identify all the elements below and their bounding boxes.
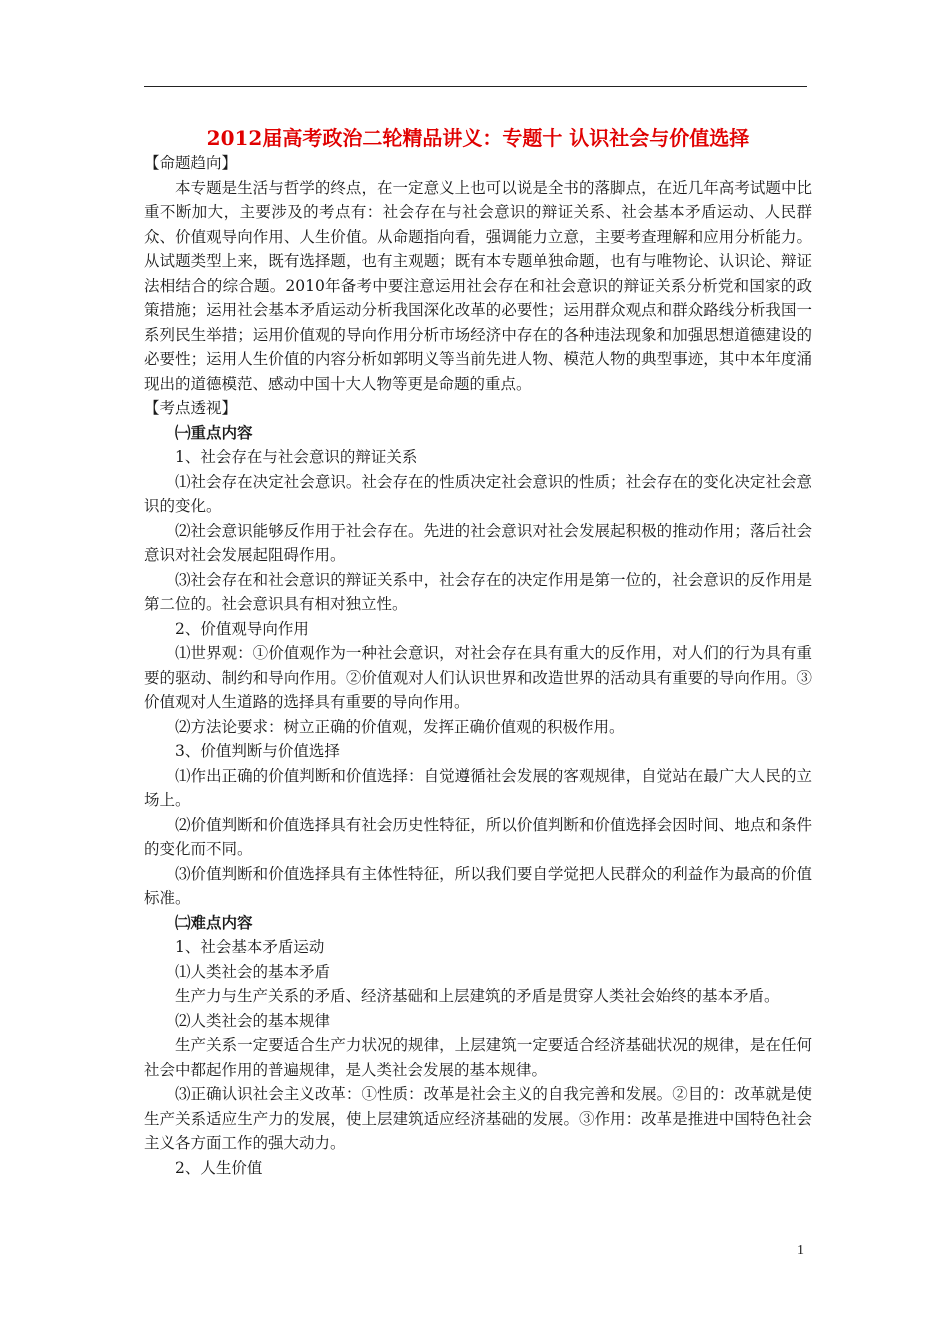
n1-heading: 1、社会基本矛盾运动 <box>175 938 325 956</box>
document-title: 2012届高考政治二轮精品讲义：专题十 认识社会与价值选择 <box>206 126 750 150</box>
z3-item-3: ⑶价值判断和价值选择具有主体性特征，所以我们要自学觉把人民群众的利益作为最高的价值标准。 <box>144 864 812 907</box>
section-label-mingti: 【命题趋向】 <box>144 154 238 172</box>
mingti-paragraph: 本专题是生活与哲学的终点，在一定意义上也可以说是全书的落脚点，在近几年高考试题中比重不断加大，主要涉及的考点有：社会存在与社会意识的辩证关系、社会基本矛盾运动、人民群众、价值观导向作用、人生价值。从命题指向看，强调能力立意，主要考查理解和应用分析能力。从试题类型上来，既有选择题，也有主观题；既有本专题单独命题，也有与唯物论、认识论、辩证法相结合的综合题。2010年备考中要注意运用社会存在和社会意识的辩证关系分析党和国家的政策措施；运用社会基本矛盾运动分析我国深化改革的必要性；运用群众观点和群众路线分析我国一系列民生举措；运用价值观的导向作用分析市场经济中存在的各种违法现象和加强思想道德建设的必要性；运用人生价值的内容分析如郭明义等当前先进人物、模范人物的典型事迹，其中本年度涌现出的道德模范、感动中国十大人物等更是命题的重点。 <box>144 178 812 393</box>
zhongdian-heading: ㈠重点内容 <box>175 422 253 442</box>
n1-2-heading: ⑵人类社会的基本规律 <box>175 1011 331 1030</box>
header-rule <box>144 86 807 87</box>
z1-item-2: ⑵社会意识能够反作用于社会存在。先进的社会意识对社会发展起积极的推动作用；落后社会意识对社会发展起阻碍作用。 <box>144 521 812 564</box>
z2-item-2: ⑵方法论要求：树立正确的价值观，发挥正确价值观的积极作用。 <box>175 717 625 736</box>
nandian-heading: ㈡难点内容 <box>175 912 253 932</box>
z2-item-1: ⑴世界观：①价值观作为一种社会意识，对社会存在具有重大的反作用，对人们的行为具有重要的驱动、制约和导向作用。②价值观对人们认识世界和改造世界的活动具有重要的导向作用。③价值观对人生道路的选择具有重要的导向作用。 <box>144 644 812 711</box>
page-number: 1 <box>797 1243 804 1258</box>
z1-heading: 1、社会存在与社会意识的辩证关系 <box>175 448 418 466</box>
n2-heading: 2、人生价值 <box>175 1158 263 1177</box>
n1-3-item: ⑶正确认识社会主义改革：①性质：改革是社会主义的自我完善和发展。②目的：改革就是使生产关系适应生产力的发展，使上层建筑适应经济基础的发展。③作用：改革是推进中国特色社会主义各方面工作的强大动力。 <box>144 1085 812 1152</box>
z3-heading: 3、价值判断与价值选择 <box>175 742 340 760</box>
z1-item-3: ⑶社会存在和社会意识的辩证关系中，社会存在的决定作用是第一位的，社会意识的反作用是第二位的。社会意识具有相对独立性。 <box>144 570 812 613</box>
n1-1-heading: ⑴人类社会的基本矛盾 <box>175 962 331 981</box>
n1-1-text: 生产力与生产关系的矛盾、经济基础和上层建筑的矛盾是贯穿人类社会始终的基本矛盾。 <box>175 987 780 1005</box>
z1-item-1: ⑴社会存在决定社会意识。社会存在的性质决定社会意识的性质；社会存在的变化决定社会意识的变化。 <box>144 472 812 515</box>
section-label-kaodian: 【考点透视】 <box>144 399 238 417</box>
document-body <box>144 123 812 1180</box>
z2-heading: 2、价值观导向作用 <box>175 619 309 638</box>
z3-item-2: ⑵价值判断和价值选择具有社会历史性特征，所以价值判断和价值选择会因时间、地点和条件的变化而不同。 <box>144 815 812 858</box>
n1-2-text: 生产关系一定要适合生产力状况的规律，上层建筑一定要适合经济基础状况的规律，是在任何社会中都起作用的普遍规律，是人类社会发展的基本规律。 <box>144 1036 812 1079</box>
z3-item-1: ⑴作出正确的价值判断和价值选择：自觉遵循社会发展的客观规律，自觉站在最广大人民的立场上。 <box>144 766 812 809</box>
